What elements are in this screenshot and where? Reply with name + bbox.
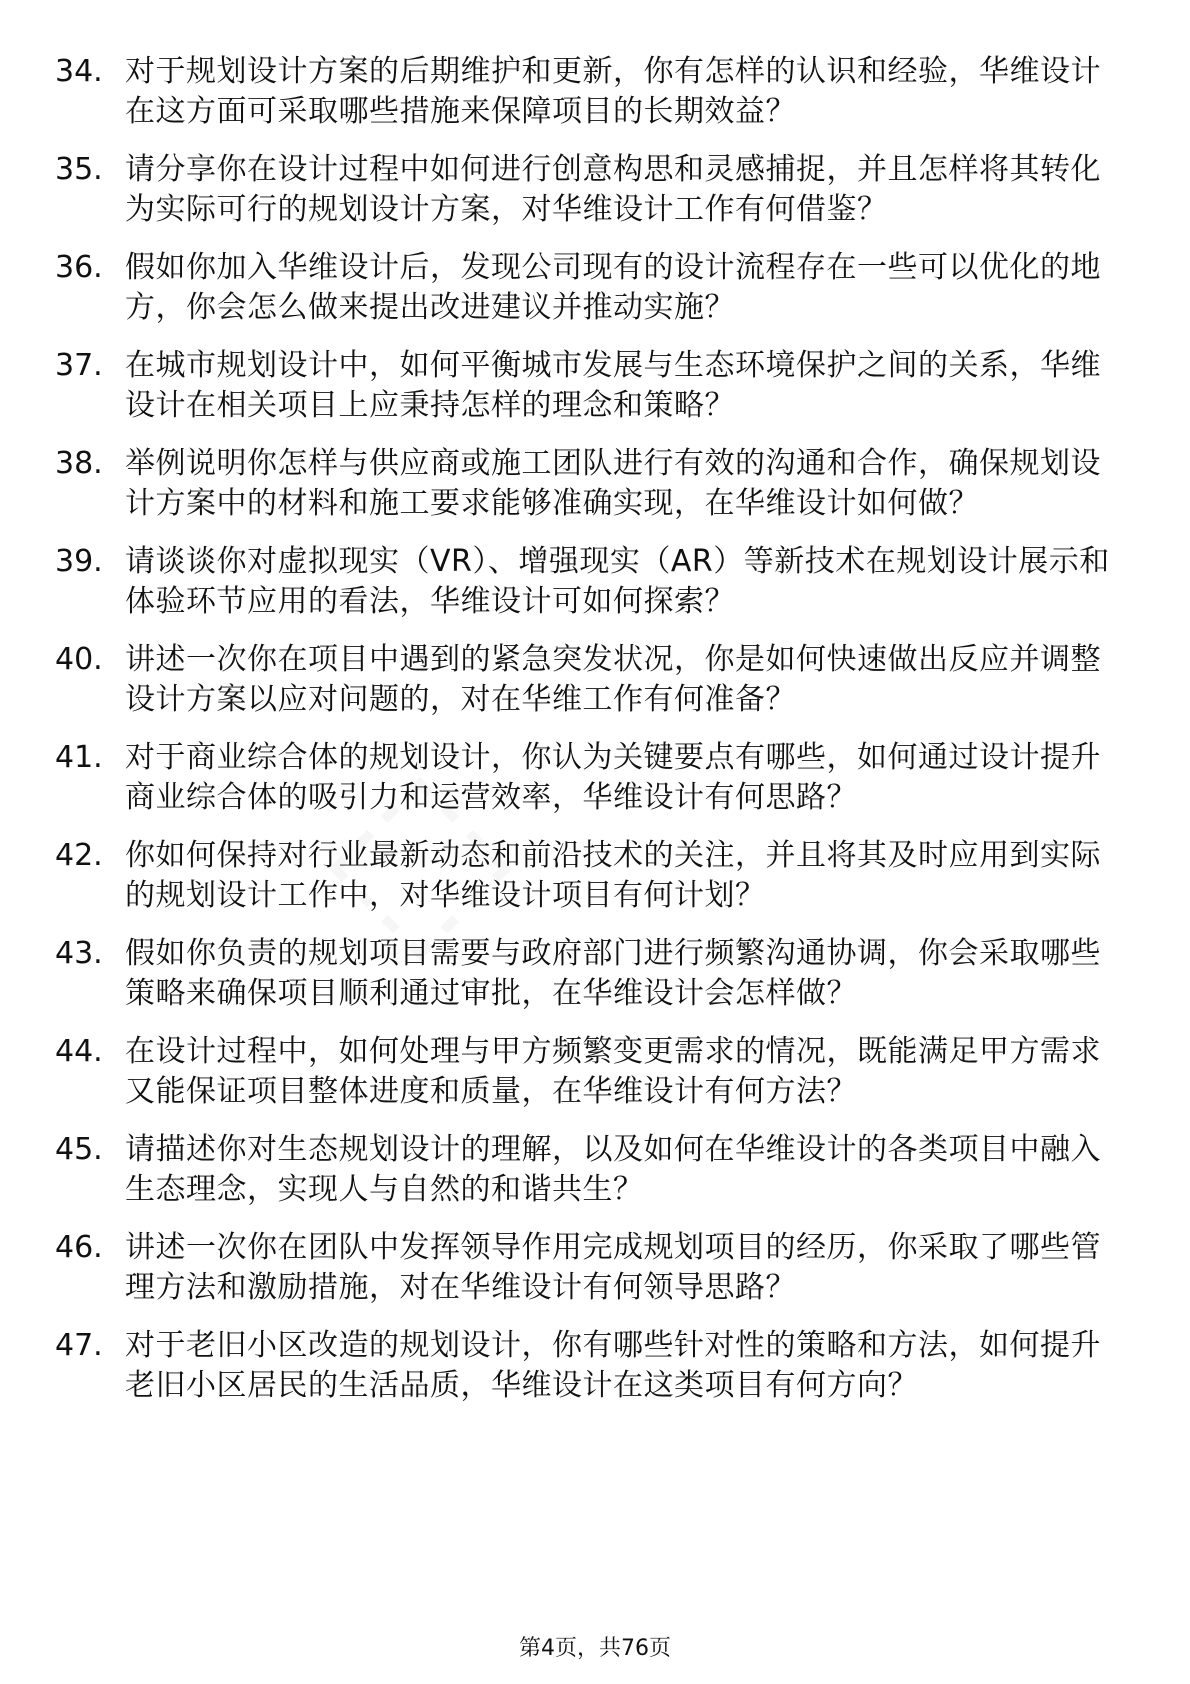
list-item bbox=[55, 52, 1115, 132]
question-number: 38. bbox=[55, 446, 103, 481]
list-item bbox=[55, 1326, 1115, 1406]
question-number: 35. bbox=[55, 152, 103, 187]
question-text: 假如你负责的规划项目需要与政府部门进行频繁沟通协调，你会采取哪些策略来确保项目顺利通过审批，在华维设计会怎样做？ bbox=[125, 936, 1101, 1011]
list-item bbox=[55, 444, 1115, 524]
question-text: 请分享你在设计过程中如何进行创意构思和灵感捕捉，并且怎样将其转化为实际可行的规划设计方案，对华维设计工作有何借鉴？ bbox=[125, 152, 1101, 227]
list-item bbox=[55, 346, 1115, 426]
list-item bbox=[55, 640, 1115, 720]
question-text: 在城市规划设计中，如何平衡城市发展与生态环境保护之间的关系，华维设计在相关项目上应秉持怎样的理念和策略？ bbox=[125, 348, 1101, 423]
list-item bbox=[55, 836, 1115, 916]
question-number: 44. bbox=[55, 1034, 103, 1069]
question-text: 对于商业综合体的规划设计，你认为关键要点有哪些，如何通过设计提升商业综合体的吸引力和运营效率，华维设计有何思路？ bbox=[125, 740, 1101, 815]
question-text: 在设计过程中，如何处理与甲方频繁变更需求的情况，既能满足甲方需求又能保证项目整体进度和质量，在华维设计有何方法？ bbox=[125, 1034, 1101, 1109]
page-number-label: 第4页，共76页 bbox=[519, 1636, 671, 1661]
question-number: 39. bbox=[55, 544, 103, 579]
list-item bbox=[55, 542, 1115, 622]
question-text: 对于老旧小区改造的规划设计，你有哪些针对性的策略和方法，如何提升老旧小区居民的生活品质，华维设计在这类项目有何方向？ bbox=[125, 1328, 1101, 1403]
list-item bbox=[55, 150, 1115, 230]
question-number: 42. bbox=[55, 838, 103, 873]
question-number: 47. bbox=[55, 1328, 103, 1363]
list-item bbox=[55, 1130, 1115, 1210]
question-number: 34. bbox=[55, 54, 103, 89]
list-item bbox=[55, 248, 1115, 328]
question-number: 43. bbox=[55, 936, 103, 971]
question-number: 36. bbox=[55, 250, 103, 285]
question-text: 对于规划设计方案的后期维护和更新，你有怎样的认识和经验，华维设计在这方面可采取哪些措施来保障项目的长期效益？ bbox=[125, 54, 1101, 129]
question-number: 45. bbox=[55, 1132, 103, 1167]
question-text: 假如你加入华维设计后，发现公司现有的设计流程存在一些可以优化的地方，你会怎么做来提出改进建议并推动实施？ bbox=[125, 250, 1101, 325]
question-text: 讲述一次你在团队中发挥领导作用完成规划项目的经历，你采取了哪些管理方法和激励措施，对在华维设计有何领导思路？ bbox=[125, 1230, 1101, 1305]
question-text: 举例说明你怎样与供应商或施工团队进行有效的沟通和合作，确保规划设计方案中的材料和施工要求能够准确实现，在华维设计如何做？ bbox=[125, 446, 1101, 521]
page-footer bbox=[0, 1634, 1190, 1664]
question-number: 41. bbox=[55, 740, 103, 775]
question-number: 37. bbox=[55, 348, 103, 383]
question-text: 请谈谈你对虚拟现实（VR）、增强现实（AR）等新技术在规划设计展示和体验环节应用的看法，华维设计可如何探索？ bbox=[125, 544, 1110, 619]
list-item bbox=[55, 738, 1115, 818]
question-number: 40. bbox=[55, 642, 103, 677]
question-text: 请描述你对生态规划设计的理解，以及如何在华维设计的各类项目中融入生态理念，实现人与自然的和谐共生？ bbox=[125, 1132, 1101, 1207]
question-list bbox=[55, 52, 1115, 1424]
question-text: 你如何保持对行业最新动态和前沿技术的关注，并且将其及时应用到实际的规划设计工作中，对华维设计项目有何计划？ bbox=[125, 838, 1101, 913]
question-number: 46. bbox=[55, 1230, 103, 1265]
list-item bbox=[55, 1032, 1115, 1112]
list-item bbox=[55, 934, 1115, 1014]
question-text: 讲述一次你在项目中遇到的紧急突发状况，你是如何快速做出反应并调整设计方案以应对问题的，对在华维工作有何准备？ bbox=[125, 642, 1101, 717]
list-item bbox=[55, 1228, 1115, 1308]
